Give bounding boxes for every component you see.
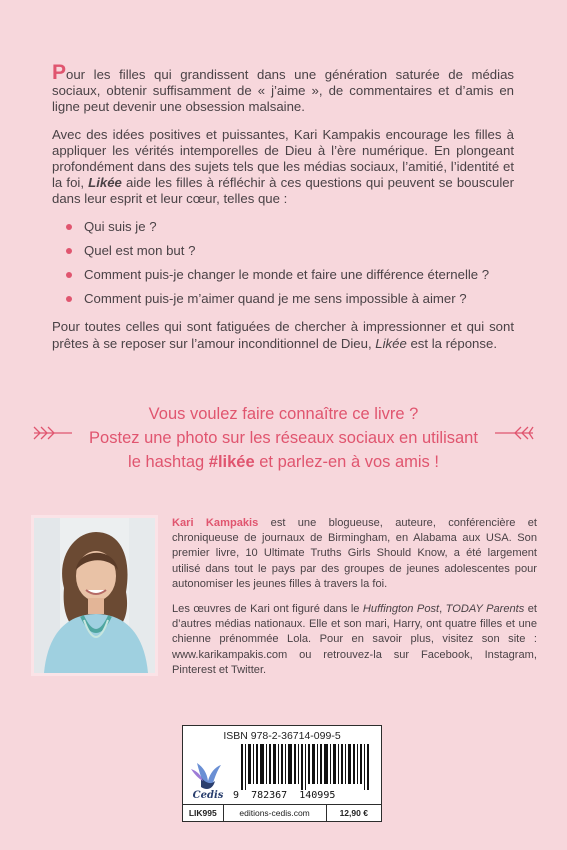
publisher-name: Cedis bbox=[192, 790, 224, 801]
author-portrait-icon bbox=[34, 518, 155, 673]
bullet-icon bbox=[66, 272, 72, 278]
list-item: Qui suis je ? bbox=[66, 219, 514, 235]
isbn-barcode-box bbox=[182, 725, 382, 822]
publication-name: TODAY Parents bbox=[445, 603, 525, 616]
promo-line-2: Postez une photo sur les réseaux sociaux en utilisant bbox=[89, 429, 478, 447]
author-photo bbox=[31, 515, 158, 676]
publication-name: Huffington Post bbox=[362, 603, 440, 616]
barcode-footer bbox=[183, 804, 381, 821]
barcode-icon bbox=[241, 744, 373, 790]
bullet-icon bbox=[66, 224, 72, 230]
list-item: Comment puis-je m’aimer quand je me sens impossible à aimer ? bbox=[66, 291, 514, 307]
intro-paragraph-3: Pour toutes celles qui sont fatiguées de chercher à impressionner et qui sont prêtes à se reposer sur l’amour inconditionnel de Dieu, Likée est la réponse. bbox=[52, 319, 514, 351]
list-item: Comment puis-je changer le monde et faire une différence éternelle ? bbox=[66, 267, 514, 283]
author-bio bbox=[172, 516, 537, 688]
promo-line-3: le hashtag #likée et parlez-en à vos amis ! bbox=[128, 453, 439, 471]
barcode-digits: 9 782367 140995 bbox=[233, 790, 336, 801]
promo-line-1: Vous voulez faire connaître ce livre ? bbox=[148, 405, 419, 423]
author-name: Kari Kampakis bbox=[172, 517, 259, 529]
bio-paragraph-1: Kari Kampakis est une blogueuse, auteure, conférencière et chroniqueuse de journaux de Birmingham, en Alabama aux USA. Son premier livre, 10 Ultimate Truths Girls Should Know, a été largement utilisé dans tout le pays par des groupes de jeunes adolescentes pour autonomiser les jeunes filles à travers la foi. bbox=[172, 517, 538, 590]
book-title: Likée bbox=[375, 335, 407, 351]
bio-paragraph-2: Les œuvres de Kari ont figuré dans le Huffington Post, TODAY Parents et d’autres médias nationaux. Elle et son mari, Harry, ont quatre filles et une chienne prénommée Lola. Pour en savoir plus, visitez son site : www.karikampakis.com ou retrouvez-la sur Facebook, Instagram, Pinterest et Twitter. bbox=[172, 603, 538, 676]
publisher-website: editions-cedis.com bbox=[224, 805, 327, 821]
drop-cap: P bbox=[52, 61, 67, 84]
product-reference: LIK995 bbox=[183, 805, 224, 821]
back-cover-description bbox=[52, 61, 514, 363]
intro-paragraph-2: Avec des idées positives et puissantes, Kari Kampakis encourage les filles à appliquer les vérités intemporelles de Dieu à l’ère numérique. En plongeant profondément dans des sujets tels que les médias sociaux, l’amitié, l’identité et la foi, Likée aide les filles à réfléchir à ces questions qui peuvent se bousculer dans leur esprit et leur cœur, telles que : bbox=[52, 126, 514, 207]
intro-paragraph-1: Pour les filles qui grandissent dans une génération saturée de médias sociaux, obtenir suffisamment de « j’aime », de commentaires et d’amis en ligne peut devenir une obsession malsaine. bbox=[52, 61, 514, 115]
bullet-icon bbox=[66, 248, 72, 254]
bullet-icon bbox=[66, 296, 72, 302]
list-item: Quel est mon but ? bbox=[66, 243, 514, 259]
promo-callout bbox=[0, 402, 567, 474]
hashtag: #likée bbox=[208, 453, 255, 471]
isbn-number: ISBN 978-2-36714-099-5 bbox=[223, 730, 341, 742]
price: 12,90 € bbox=[339, 808, 368, 818]
book-title: Likée bbox=[88, 175, 122, 191]
questions-list bbox=[52, 219, 514, 308]
